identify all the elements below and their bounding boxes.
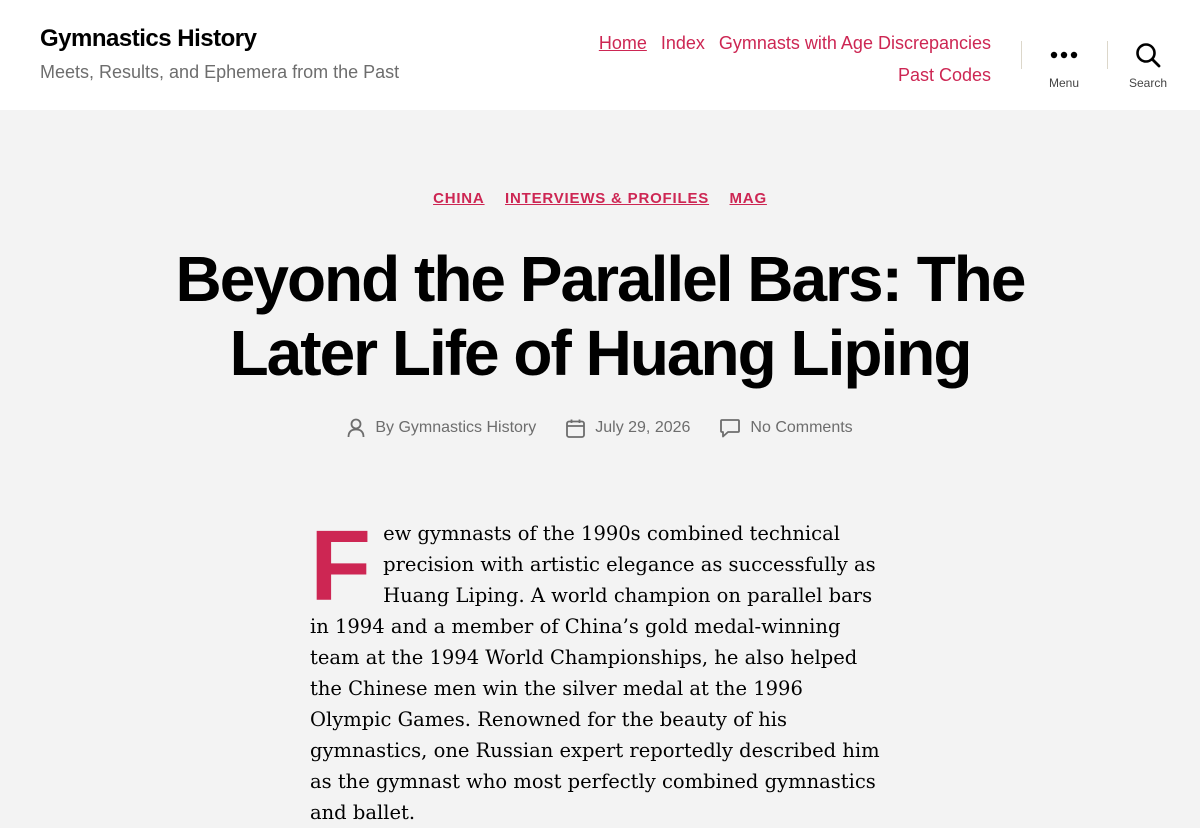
person-icon bbox=[347, 418, 365, 438]
intro-paragraph bbox=[310, 510, 890, 828]
nav-item-past-codes[interactable]: Past Codes bbox=[897, 65, 991, 85]
calendar-icon bbox=[566, 419, 585, 438]
site-header bbox=[0, 0, 1200, 110]
post-title: Beyond the Parallel Bars: The Later Life of Huang Liping bbox=[175, 243, 1025, 389]
site-title[interactable]: Gymnastics History bbox=[40, 25, 257, 52]
post-author bbox=[347, 418, 536, 438]
nav-divider bbox=[1107, 41, 1108, 69]
post-date bbox=[566, 418, 690, 438]
nav-item-index[interactable]: Index bbox=[660, 33, 705, 53]
nav-item-home[interactable]: Home bbox=[598, 33, 647, 53]
site-tagline: Meets, Results, and Ephemera from the Past bbox=[40, 62, 400, 82]
nav-divider bbox=[1021, 41, 1022, 69]
post-categories bbox=[0, 190, 1200, 208]
post-content bbox=[310, 510, 890, 828]
author-prefix: By bbox=[375, 419, 394, 436]
category-link-mag[interactable]: MAG bbox=[729, 190, 767, 207]
menu-toggle-button[interactable] bbox=[1029, 40, 1099, 90]
post-meta bbox=[0, 418, 1200, 438]
primary-nav bbox=[561, 28, 991, 92]
comments-link[interactable]: No Comments bbox=[750, 419, 853, 436]
drop-cap: F bbox=[310, 510, 372, 622]
search-toggle-label: Search bbox=[1128, 76, 1168, 90]
category-link-china[interactable]: CHINA bbox=[433, 190, 485, 207]
menu-toggle-label: Menu bbox=[1048, 76, 1080, 90]
category-link-interviews-profiles[interactable]: INTERVIEWS & PROFILES bbox=[505, 190, 710, 207]
post-comments bbox=[720, 418, 852, 438]
ellipsis-icon bbox=[1050, 51, 1078, 59]
nav-item-age-discrepancies[interactable]: Gymnasts with Age Discrepancies bbox=[718, 33, 991, 53]
comment-icon bbox=[720, 419, 740, 438]
search-icon bbox=[1135, 42, 1161, 68]
author-link[interactable]: Gymnastics History bbox=[398, 419, 537, 436]
post-date-link[interactable]: July 29, 2026 bbox=[595, 419, 691, 436]
search-toggle-button[interactable] bbox=[1113, 40, 1183, 90]
intro-text: ew gymnasts of the 1990s combined technical precision with artistic elegance as successfully as Huang Liping. A world champion on parallel bars in 1994 and a member of China’s gold medal-winning team at the 1994 World Championships, he also helped the Chinese men win the silver medal at the 1996 Olympic Games. Renowned for the beauty of his gymnastics, one Russian expert reportedly described him as the gymnast who most perfectly combined gymnastics and ballet. bbox=[310, 522, 880, 824]
